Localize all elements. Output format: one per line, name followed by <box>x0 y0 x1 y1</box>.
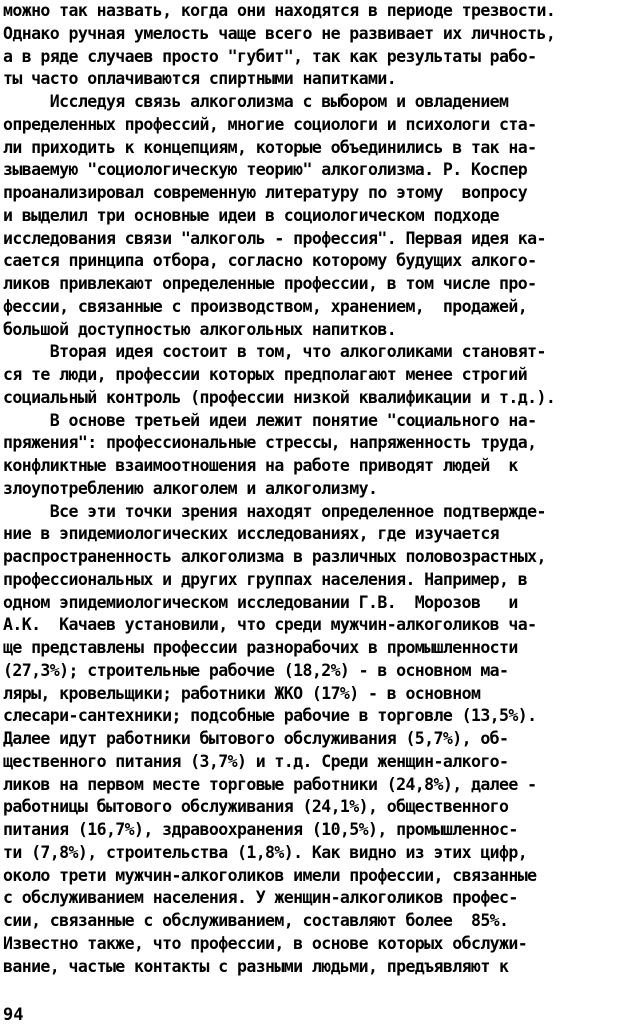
text-line: социальный контроль (профессии низкой квалификации и т.д.). <box>3 387 556 407</box>
text-line: профессиональных и других группах населения. Например, в <box>3 569 528 589</box>
text-line: ти (7,8%), строительства (1,8%). Как видно из этих цифр, <box>3 842 528 862</box>
page-number: 94 <box>3 1005 24 1025</box>
text-line: Исследуя связь алкоголизма с выбором и овладением <box>3 92 509 111</box>
text-line: с обслуживанием населения. У женщин-алкоголиков профес- <box>3 888 518 908</box>
text-line: ляры, кровельщики; работники ЖКО (17%) - в основном <box>3 683 481 703</box>
text-line: ликов привлекают определенные профессии, в том числе про- <box>3 274 537 293</box>
text-line: Известно также, что профессии, в основе которых обслужи- <box>3 933 528 953</box>
text-line: фессии, связанные с производством, хранением, продажей, <box>3 296 528 316</box>
text-line: сается принципа отбора, согласно которому будущих алкого- <box>3 251 537 271</box>
text-line: питания (16,7%), здравоохранения (10,5%), промышленнос- <box>3 820 518 839</box>
text-line: ты часто оплачиваются спиртными напитками. <box>3 69 397 89</box>
text-line: щественного питания (3,7%) и т.д. Среди женщин-алкого- <box>3 751 509 771</box>
text-line: ще представлены профессии разнорабочих в промышленности <box>3 638 518 657</box>
text-line: В основе третьей идеи лежит понятие "социального на- <box>3 410 537 430</box>
text-line: определенных профессий, многие социологи и психологи ста- <box>3 114 537 134</box>
text-line: ликов на первом месте торговые работники (24,8%), далее - <box>3 774 537 794</box>
body-text <box>3 0 617 978</box>
text-line: злоупотреблению алкоголем и алкоголизму. <box>3 478 378 498</box>
text-line: Далее идут работники бытового обслуживания (5,7%), об- <box>3 729 509 748</box>
text-line: ли приходить к концепциям, которые объединились в так на- <box>3 137 537 157</box>
text-line: одном эпидемиологическом исследовании Г.В. Морозов и <box>3 592 518 612</box>
text-line: ся те люди, профессии которых предполагают менее строгий <box>3 365 528 384</box>
text-line: Однако ручная умелость чаще всего не развивает их личность, <box>3 23 556 43</box>
text-line: конфликтные взаимоотношения на работе приводят людей к <box>3 456 518 475</box>
text-line: сии, связанные с обслуживанием, составляют более 85%. <box>3 911 509 930</box>
text-line: А.К. Качаев установили, что среди мужчин-алкоголиков ча- <box>3 615 537 635</box>
text-line: зываемую "социологическую теорию" алкоголизма. Р. Коспер <box>3 160 528 180</box>
text-line: а в ряде случаев просто "губит", так как результаты рабо- <box>3 46 537 66</box>
text-line: Все эти точки зрения находят определенное подтвержде- <box>3 501 546 521</box>
text-line: (27,3%); строительные рабочие (18,2%) - в основном ма- <box>3 660 509 680</box>
text-line: около трети мужчин-алкоголиков имели профессии, связанные <box>3 865 537 885</box>
text-line: и выделил три основные идеи в социологическом подходе <box>3 205 500 225</box>
text-line: вание, частые контакты с разными людьми, предъявляют к <box>3 956 509 976</box>
text-line: распространенность алкоголизма в различных половозрастных, <box>3 547 546 566</box>
text-line: пряжения": профессиональные стрессы, напряженность труда, <box>3 433 537 453</box>
text-line: исследования связи "алкоголь - профессия". Первая идея ка- <box>3 228 546 248</box>
text-line: ние в эпидемиологических исследованиях, где изучается <box>3 524 500 544</box>
text-line: проанализировал современную литературу по этому вопросу <box>3 183 528 202</box>
text-line: работницы бытового обслуживания (24,1%), общественного <box>3 797 509 817</box>
text-line: можно так назвать, когда они находятся в периоде трезвости. <box>3 1 556 20</box>
text-line: большой доступностью алкогольных напитков. <box>3 319 397 339</box>
text-line: Вторая идея состоит в том, что алкоголиками становят- <box>3 342 546 362</box>
text-line: слесари-сантехники; подсобные рабочие в торговле (13,5%). <box>3 706 537 726</box>
